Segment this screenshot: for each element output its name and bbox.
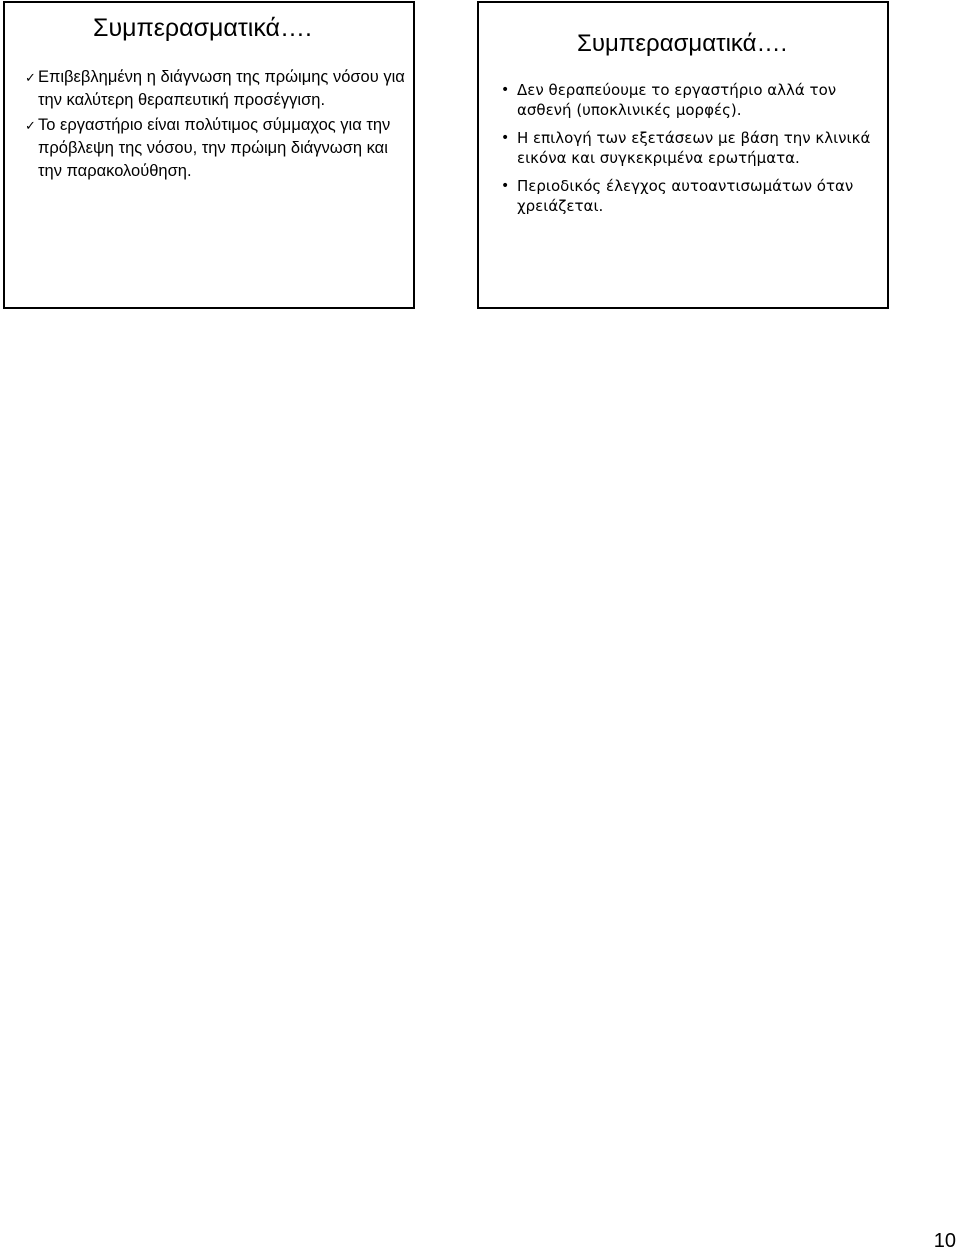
- slide-2: [477, 1, 889, 309]
- slide-2-bullet-item: [487, 80, 883, 120]
- slide-2-bullet-text: Η επιλογή των εξετάσεων με βάση την κλινικά εικόνα και συγκεκριμένα ερωτήματα.: [517, 129, 871, 167]
- slide-2-bullet-text: Δεν θεραπεύουμε το εργαστήριο αλλά τον ασθενή (υποκλινικές μορφές).: [517, 81, 837, 119]
- bullet-dot-icon: •: [501, 82, 510, 98]
- slide-2-bullet-list: [487, 80, 883, 224]
- slide-2-bullet-item: [487, 128, 883, 168]
- slide-1-bullet-item: [25, 66, 405, 112]
- slide-2-title: Συμπερασματικά….: [577, 30, 788, 57]
- slide-2-bullet-item: [487, 176, 883, 216]
- page-number: 10: [933, 1230, 956, 1252]
- slide-2-bullet-text: Περιοδικός έλεγχος αυτοαντισωμάτων όταν χρειάζεται.: [517, 177, 854, 215]
- checkmark-icon: ✓: [25, 70, 36, 85]
- checkmark-icon: ✓: [25, 118, 36, 133]
- bullet-dot-icon: •: [501, 178, 510, 194]
- slide-1-bullet-text: Επιβεβλημένη η διάγνωση της πρώιμης νόσου για την καλύτερη θεραπευτική προσέγγιση.: [38, 68, 405, 109]
- slide-1: [3, 1, 415, 309]
- slide-1-bullet-item: [25, 114, 405, 183]
- slide-1-bullet-list: [25, 66, 405, 185]
- slide-1-bullet-text: Το εργαστήριο είναι πολύτιμος σύμμαχος για την πρόβλεψη της νόσου, την πρώιμη διάγνωση και την παρακολούθηση.: [38, 116, 391, 180]
- slide-1-title: Συμπερασματικά….: [93, 14, 312, 42]
- bullet-dot-icon: •: [501, 130, 510, 146]
